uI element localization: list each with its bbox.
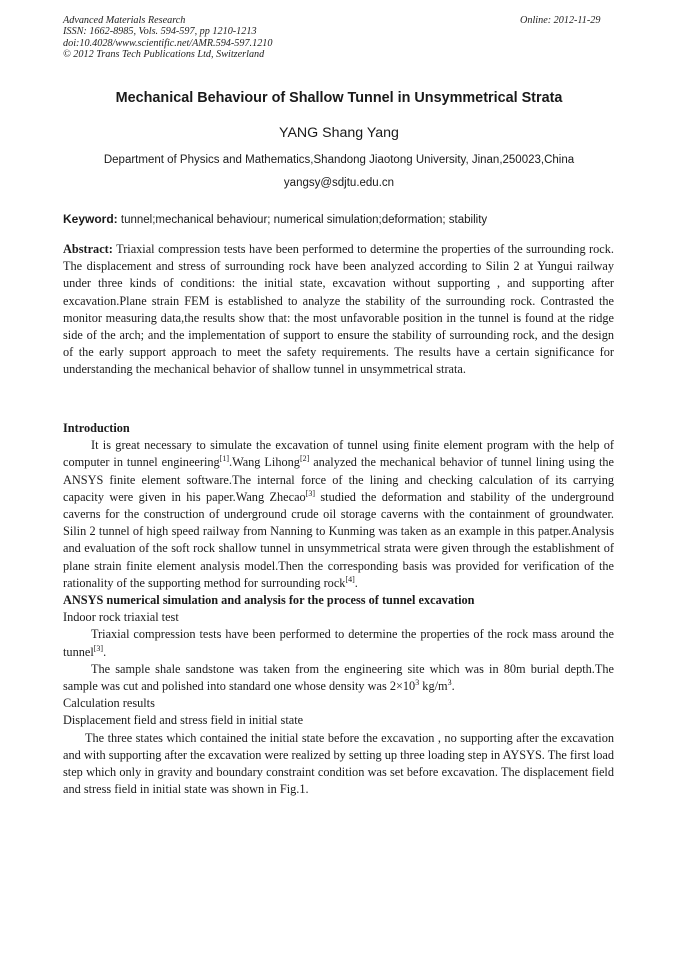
keywords-text: tunnel;mechanical behaviour; numerical simulation;deformation; stability <box>117 214 488 226</box>
abstract-label: Abstract: <box>63 242 113 256</box>
exponent: 3 <box>447 678 452 688</box>
journal-name: Advanced Materials Research <box>63 15 186 26</box>
subsection-initial-state: Displacement field and stress field in initial state <box>63 713 304 728</box>
subsection-calculation-results: Calculation results <box>63 696 155 711</box>
triaxial-paragraph <box>63 626 614 660</box>
intro-text-2: .Wang Lihong <box>229 455 300 470</box>
keywords <box>63 212 623 226</box>
journal-copyright: © 2012 Trans Tech Publications Ltd, Switzerland <box>63 48 265 60</box>
ansys-section-heading: ANSYS numerical simulation and analysis for the process of tunnel excavation <box>63 593 475 608</box>
triaxial-text: Triaxial compression tests have been performed to determine the properties of the rock mass around the tunnel <box>63 627 614 659</box>
citation-ref: [4] <box>345 574 355 584</box>
intro-text-1: It is great necessary to simulate the excavation of tunnel using finite element program with the help of computer in tunnel engineering <box>63 438 614 470</box>
journal-issn: ISSN: 1662-8985, Vols. 594-597, pp 1210-1213 <box>63 26 257 38</box>
journal-header <box>63 15 272 60</box>
keywords-label: Keyword: <box>63 212 118 226</box>
main-text <box>63 420 614 798</box>
intro-text-4: studied the deformation and stability of the underground caverns for the construction of underground crude oil storage caverns with the containment of groundwater. Silin 2 tunnel of high speed railway from Nanning to Kunming was taken as an example in this patper.Analysis and evaluation of the soft rock shallow tunnel in unsymmetrical strata were given through the establishment of plane strain finite element analysis model.Then the corresponding basis was provided for verification of the rationality of the supporting method for surrounding rock <box>63 489 614 590</box>
online-date: Online: 2012-11-29 <box>520 15 601 26</box>
sample-unit: kg/m <box>419 679 448 694</box>
sample-text: The sample shale sandstone was taken from the engineering site which was in 80m burial depth.The sample was cut and polished into standard one whose density was 2×10 <box>63 661 614 694</box>
abstract <box>63 241 614 379</box>
citation-ref: [3] <box>305 488 315 498</box>
paper-title: Mechanical Behaviour of Shallow Tunnel in Unsymmetrical Strata <box>115 90 563 106</box>
initial-state-paragraph: The three states which contained the initial state before the excavation , no supporting after the excavation and with supporting after the excavation were realized by setting up three loading step in AYSYS. The first load step which only in gravity and boundary constraint condition was set before excavation. The displacement field and stress field in initial state was shown in Fig.1. <box>63 730 614 797</box>
citation-ref: [1] <box>219 454 229 464</box>
author-email: yangsy@sdjtu.edu.cn <box>283 177 395 189</box>
sample-text-end: . <box>451 679 455 694</box>
citation-ref: [3] <box>93 643 104 653</box>
author-affiliation: Department of Physics and Mathematics,Shandong Jiaotong University, Jinan,250023,China <box>103 154 575 166</box>
intro-text-5: . <box>354 575 358 590</box>
subsection-triaxial-test: Indoor rock triaxial test <box>63 610 179 625</box>
journal-doi: doi:10.4028/www.scientific.net/AMR.594-597.1210 <box>63 37 273 49</box>
introduction-heading: Introduction <box>63 421 130 435</box>
abstract-text: Triaxial compression tests have been performed to determine the properties of the surrounding rock. The displacement and stress of surrounding rock have been analyzed according to Silin 2 at Yungui railway under three kinds of conditions: the initial state, excavation without supporting , and supporting after excavation.Plane strain FEM is established to analyze the stability of the surrounding rock. Contrasted the monitor measuring data,the results show that: the most unfavorable position in the tunnel is found at the ridge side of the arch; and the implementation of support to ensure the stability of surrounding rock, and the design of the early support approach to meet the safety requirements. The results have a certain significance for understanding the mechanical behavior of shallow tunnel in unsymmetrical strata. <box>63 242 614 377</box>
triaxial-text-end: . <box>103 644 107 659</box>
exponent: 3 <box>415 678 420 688</box>
introduction-paragraph <box>63 437 614 592</box>
sample-paragraph <box>63 661 614 695</box>
intro-text-3: analyzed the mechanical behavior of tunnel lining using the ANSYS finite element software.The internal force of the lining and checking calculation of its carrying capacity were given in his paper.Wang Zhecao <box>63 455 614 504</box>
citation-ref: [2] <box>299 454 310 464</box>
paper-author: YANG Shang Yang <box>279 125 399 141</box>
